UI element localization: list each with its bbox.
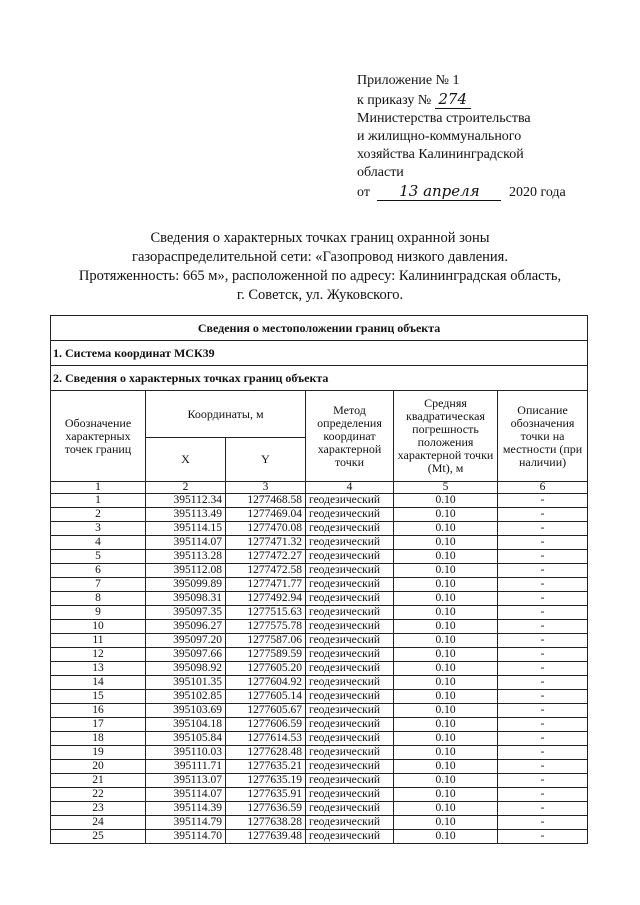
accuracy-cell: 0.10 (394, 578, 498, 592)
coord-y-cell: 1277472.27 (226, 550, 306, 564)
order-number-handwritten: 274 (435, 90, 471, 109)
header-y: Y (226, 438, 306, 482)
description-cell: - (498, 592, 588, 606)
method-cell: геодезический (306, 704, 394, 718)
method-cell: геодезический (306, 578, 394, 592)
coord-x-cell: 395104.18 (146, 718, 226, 732)
description-cell: - (498, 690, 588, 704)
coord-x-cell: 395105.84 (146, 732, 226, 746)
point-number-cell: 17 (51, 718, 146, 732)
coord-x-cell: 395098.92 (146, 662, 226, 676)
column-numbers-row (51, 482, 588, 494)
description-cell: - (498, 578, 588, 592)
coord-x-cell: 395096.27 (146, 620, 226, 634)
column-number: 4 (306, 482, 394, 494)
table-row (51, 718, 588, 732)
table-row (51, 508, 588, 522)
description-cell: - (498, 774, 588, 788)
description-cell: - (498, 802, 588, 816)
accuracy-cell: 0.10 (394, 802, 498, 816)
coord-x-cell: 395111.71 (146, 760, 226, 774)
coord-x-cell: 395097.20 (146, 634, 226, 648)
accuracy-cell: 0.10 (394, 648, 498, 662)
point-number-cell: 10 (51, 620, 146, 634)
point-number-cell: 24 (51, 816, 146, 830)
coord-x-cell: 395112.08 (146, 564, 226, 578)
coord-y-cell: 1277628.48 (226, 746, 306, 760)
description-cell: - (498, 662, 588, 676)
method-cell: геодезический (306, 760, 394, 774)
coord-y-cell: 1277471.32 (226, 536, 306, 550)
table-row (51, 606, 588, 620)
table-row (51, 788, 588, 802)
accuracy-cell: 0.10 (394, 536, 498, 550)
column-number: 2 (146, 482, 226, 494)
table-row (51, 550, 588, 564)
coord-x-cell: 395103.69 (146, 704, 226, 718)
point-number-cell: 5 (51, 550, 146, 564)
table-body (51, 494, 588, 844)
method-cell: геодезический (306, 732, 394, 746)
accuracy-cell: 0.10 (394, 676, 498, 690)
header-coordinates: Координаты, м (146, 391, 306, 438)
coord-x-cell: 395114.70 (146, 830, 226, 844)
coord-y-cell: 1277468.58 (226, 494, 306, 508)
accuracy-cell: 0.10 (394, 634, 498, 648)
header-description: Описание обозначения точки на местности (при наличии) (498, 391, 588, 482)
description-cell: - (498, 816, 588, 830)
coord-y-cell: 1277492.94 (226, 592, 306, 606)
description-cell: - (498, 620, 588, 634)
accuracy-cell: 0.10 (394, 620, 498, 634)
point-number-cell: 2 (51, 508, 146, 522)
table-row (51, 676, 588, 690)
order-line (357, 90, 597, 110)
description-cell: - (498, 508, 588, 522)
method-cell: геодезический (306, 718, 394, 732)
description-cell: - (498, 746, 588, 760)
section-title: Сведения о местоположении границ объекта (51, 316, 588, 341)
table-row (51, 704, 588, 718)
method-cell: геодезический (306, 830, 394, 844)
method-cell: геодезический (306, 620, 394, 634)
point-number-cell: 14 (51, 676, 146, 690)
section-characteristic-points: 2. Сведения о характерных точках границ объекта (51, 366, 588, 391)
coord-x-cell: 395099.89 (146, 578, 226, 592)
method-cell: геодезический (306, 550, 394, 564)
method-cell: геодезический (306, 564, 394, 578)
table-row (51, 760, 588, 774)
coord-x-cell: 395101.35 (146, 676, 226, 690)
point-number-cell: 6 (51, 564, 146, 578)
column-number: 6 (498, 482, 588, 494)
table-row (51, 522, 588, 536)
coord-x-cell: 395097.35 (146, 606, 226, 620)
point-number-cell: 1 (51, 494, 146, 508)
accuracy-cell: 0.10 (394, 592, 498, 606)
accuracy-cell: 0.10 (394, 690, 498, 704)
coord-y-cell: 1277587.06 (226, 634, 306, 648)
point-number-cell: 21 (51, 774, 146, 788)
coord-y-cell: 1277614.53 (226, 732, 306, 746)
description-cell: - (498, 718, 588, 732)
heading-line-3: Протяженность: 665 м», расположенной по адресу: Калининградская область, (78, 268, 562, 284)
coord-y-cell: 1277605.20 (226, 662, 306, 676)
coord-y-cell: 1277589.59 (226, 648, 306, 662)
table-row (51, 690, 588, 704)
coord-y-cell: 1277606.59 (226, 718, 306, 732)
method-cell: геодезический (306, 774, 394, 788)
coord-x-cell: 395102.85 (146, 690, 226, 704)
coord-y-cell: 1277635.21 (226, 760, 306, 774)
accuracy-cell: 0.10 (394, 704, 498, 718)
description-cell: - (498, 550, 588, 564)
coord-y-cell: 1277635.91 (226, 788, 306, 802)
table-row (51, 592, 588, 606)
coord-x-cell: 395114.07 (146, 536, 226, 550)
description-cell: - (498, 634, 588, 648)
accuracy-cell: 0.10 (394, 774, 498, 788)
point-number-cell: 9 (51, 606, 146, 620)
header-method: Метод определения координат характерной точки (306, 391, 394, 482)
order-prefix: к приказу № (357, 93, 432, 108)
coord-x-cell: 395114.79 (146, 816, 226, 830)
accuracy-cell: 0.10 (394, 564, 498, 578)
method-cell: геодезический (306, 816, 394, 830)
accuracy-cell: 0.10 (394, 816, 498, 830)
accuracy-cell: 0.10 (394, 550, 498, 564)
coord-y-cell: 1277605.14 (226, 690, 306, 704)
ministry-line-2: и жилищно-коммунального (357, 129, 522, 144)
accuracy-cell: 0.10 (394, 746, 498, 760)
coord-y-cell: 1277604.92 (226, 676, 306, 690)
description-cell: - (498, 732, 588, 746)
column-number: 5 (394, 482, 498, 494)
coord-x-cell: 395114.15 (146, 522, 226, 536)
section-coordinate-system: 1. Система координат МСК39 (51, 341, 588, 366)
coord-y-cell: 1277638.28 (226, 816, 306, 830)
description-cell: - (498, 830, 588, 844)
description-cell: - (498, 536, 588, 550)
table-row (51, 564, 588, 578)
header-x: X (146, 438, 226, 482)
point-number-cell: 18 (51, 732, 146, 746)
table-row (51, 634, 588, 648)
document-heading (30, 229, 610, 305)
coord-x-cell: 395113.28 (146, 550, 226, 564)
heading-line-4: г. Советск, ул. Жуковского. (236, 287, 404, 303)
coord-y-cell: 1277471.77 (226, 578, 306, 592)
coord-y-cell: 1277635.19 (226, 774, 306, 788)
date-line (357, 182, 597, 202)
coord-y-cell: 1277605.67 (226, 704, 306, 718)
heading-line-2: газораспределительной сети: «Газопровод низкого давления. (132, 249, 508, 265)
coord-x-cell: 395112.34 (146, 494, 226, 508)
point-number-cell: 25 (51, 830, 146, 844)
coord-y-cell: 1277469.04 (226, 508, 306, 522)
table-row (51, 732, 588, 746)
description-cell: - (498, 606, 588, 620)
description-cell: - (498, 676, 588, 690)
description-cell: - (498, 522, 588, 536)
point-number-cell: 15 (51, 690, 146, 704)
method-cell: геодезический (306, 662, 394, 676)
coord-y-cell: 1277515.63 (226, 606, 306, 620)
coord-x-cell: 395098.31 (146, 592, 226, 606)
description-cell: - (498, 704, 588, 718)
coord-x-cell: 395114.39 (146, 802, 226, 816)
coord-x-cell: 395097.66 (146, 648, 226, 662)
point-number-cell: 22 (51, 788, 146, 802)
date-prefix: от (357, 185, 370, 200)
method-cell: геодезический (306, 802, 394, 816)
accuracy-cell: 0.10 (394, 494, 498, 508)
accuracy-cell: 0.10 (394, 760, 498, 774)
point-number-cell: 7 (51, 578, 146, 592)
method-cell: геодезический (306, 494, 394, 508)
accuracy-cell: 0.10 (394, 718, 498, 732)
method-cell: геодезический (306, 648, 394, 662)
accuracy-cell: 0.10 (394, 732, 498, 746)
ministry-line-4: области (357, 165, 404, 180)
table-row (51, 536, 588, 550)
point-number-cell: 11 (51, 634, 146, 648)
method-cell: геодезический (306, 606, 394, 620)
table-row (51, 816, 588, 830)
point-number-cell: 20 (51, 760, 146, 774)
point-number-cell: 16 (51, 704, 146, 718)
header-accuracy: Средняя квадратическая погрешность положения характерной точки (Mt), м (394, 391, 498, 482)
appendix-title: Приложение № 1 (357, 73, 460, 88)
column-number: 3 (226, 482, 306, 494)
coord-x-cell: 395114.07 (146, 788, 226, 802)
method-cell: геодезический (306, 536, 394, 550)
point-number-cell: 3 (51, 522, 146, 536)
accuracy-cell: 0.10 (394, 662, 498, 676)
description-cell: - (498, 788, 588, 802)
table-row (51, 830, 588, 844)
coord-x-cell: 395113.49 (146, 508, 226, 522)
table-row (51, 620, 588, 634)
appendix-block (357, 72, 597, 202)
accuracy-cell: 0.10 (394, 788, 498, 802)
accuracy-cell: 0.10 (394, 508, 498, 522)
table-row (51, 802, 588, 816)
heading-line-1: Сведения о характерных точках границ охранной зоны (150, 230, 490, 246)
coord-x-cell: 395110.03 (146, 746, 226, 760)
coord-y-cell: 1277472.58 (226, 564, 306, 578)
method-cell: геодезический (306, 746, 394, 760)
method-cell: геодезический (306, 676, 394, 690)
description-cell: - (498, 760, 588, 774)
ministry-line-3: хозяйства Калининградской (357, 147, 524, 162)
method-cell: геодезический (306, 634, 394, 648)
table-row (51, 578, 588, 592)
method-cell: геодезический (306, 690, 394, 704)
table-row (51, 746, 588, 760)
column-number: 1 (51, 482, 146, 494)
coord-x-cell: 395113.07 (146, 774, 226, 788)
table-row (51, 662, 588, 676)
header-point-designation: Обозначение характерных точек границ (51, 391, 146, 482)
point-number-cell: 23 (51, 802, 146, 816)
coord-y-cell: 1277639.48 (226, 830, 306, 844)
method-cell: геодезический (306, 592, 394, 606)
description-cell: - (498, 564, 588, 578)
point-number-cell: 13 (51, 662, 146, 676)
accuracy-cell: 0.10 (394, 522, 498, 536)
table-row (51, 494, 588, 508)
method-cell: геодезический (306, 508, 394, 522)
point-number-cell: 4 (51, 536, 146, 550)
coord-y-cell: 1277575.78 (226, 620, 306, 634)
point-number-cell: 8 (51, 592, 146, 606)
point-number-cell: 12 (51, 648, 146, 662)
description-cell: - (498, 648, 588, 662)
table-row (51, 774, 588, 788)
coord-y-cell: 1277636.59 (226, 802, 306, 816)
date-suffix: 2020 года (508, 185, 566, 200)
method-cell: геодезический (306, 522, 394, 536)
method-cell: геодезический (306, 788, 394, 802)
accuracy-cell: 0.10 (394, 830, 498, 844)
point-number-cell: 19 (51, 746, 146, 760)
accuracy-cell: 0.10 (394, 606, 498, 620)
table-row (51, 648, 588, 662)
boundary-points-table (50, 315, 588, 844)
description-cell: - (498, 494, 588, 508)
ministry-line-1: Министерства строительства (357, 111, 531, 126)
date-handwritten: 13 апреля (377, 182, 501, 201)
coord-y-cell: 1277470.08 (226, 522, 306, 536)
